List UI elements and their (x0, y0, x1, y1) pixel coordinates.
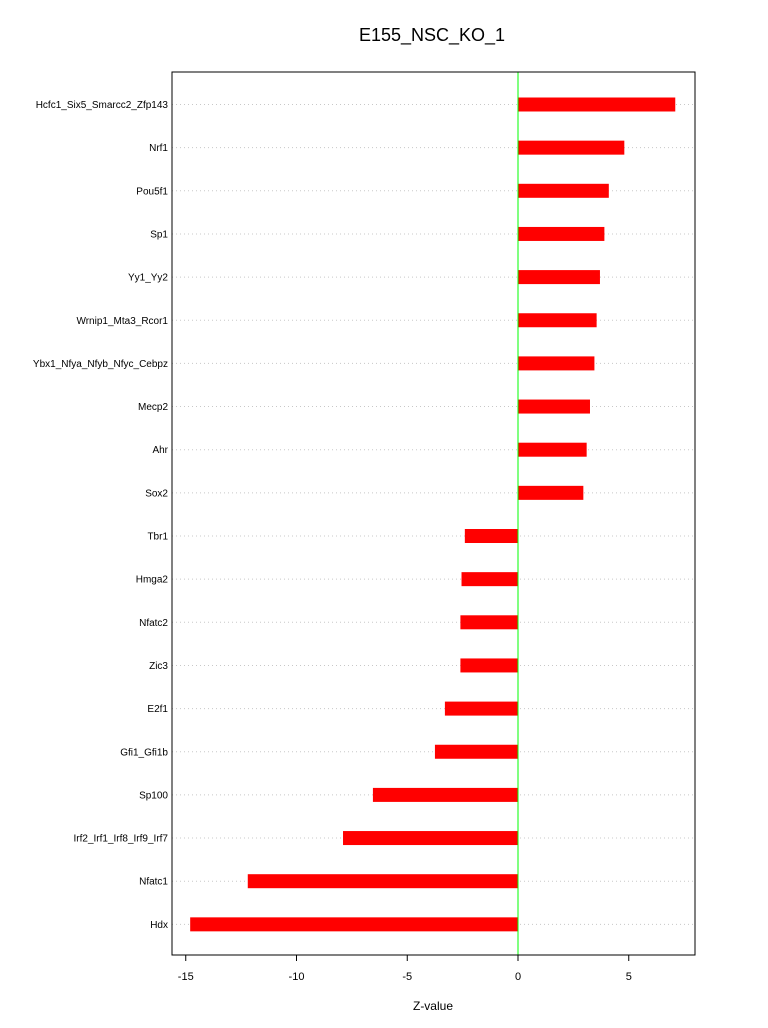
chart-title: E155_NSC_KO_1 (358, 25, 506, 45)
x-tick-label: 5 (625, 971, 632, 983)
bar (462, 572, 518, 586)
bar (343, 831, 518, 845)
category-label: Pou5f1 (136, 186, 168, 198)
bar (445, 702, 518, 716)
bar (518, 486, 583, 500)
category-label: Sp1 (150, 229, 168, 241)
category-label: Wrnip1_Mta3_Rcor1 (76, 315, 168, 327)
x-axis (178, 955, 632, 983)
category-label: Ybx1_Nfya_Nfyb_Nfyc_Cebpz (32, 358, 168, 370)
category-label: Gfi1_Gfi1b (120, 747, 168, 759)
category-label: E2f1 (147, 704, 168, 716)
bar (518, 270, 600, 284)
plot-frame (172, 72, 695, 955)
category-label: Ahr (152, 445, 168, 457)
bar (373, 788, 518, 802)
category-label: Nfatc1 (139, 876, 168, 888)
category-label: Sp100 (139, 790, 168, 802)
x-tick-label: -15 (177, 971, 194, 983)
x-tick-label: 0 (514, 971, 522, 983)
category-label: Irf2_Irf1_Irf8_Irf9_Irf7 (73, 833, 168, 845)
bar (518, 227, 604, 241)
category-label: Zic3 (149, 660, 168, 672)
bar (248, 874, 518, 888)
bar (460, 615, 518, 629)
category-label: Tbr1 (147, 531, 168, 543)
bar (518, 98, 675, 112)
bar (518, 313, 597, 327)
category-label: Hdx (150, 919, 168, 931)
x-axis-label: Z-value (412, 999, 454, 1013)
category-label: Yy1_Yy2 (127, 272, 168, 284)
bar (190, 917, 518, 931)
bar (518, 184, 609, 198)
x-tick-label: -5 (402, 971, 413, 983)
category-label: Nrf1 (149, 143, 168, 155)
category-label: Sox2 (145, 488, 168, 500)
bar (435, 745, 518, 759)
category-labels (33, 100, 169, 931)
category-label: Hmga2 (135, 574, 168, 586)
bar (465, 529, 518, 543)
bar (518, 400, 590, 414)
category-label: Hcfc1_Six5_Smarcc2_Zfp143 (35, 100, 168, 111)
category-label: Mecp2 (137, 402, 168, 414)
bar (518, 443, 587, 457)
category-label: Nfatc2 (139, 617, 168, 629)
bar (518, 356, 594, 370)
bar (518, 141, 624, 155)
bars (190, 98, 675, 932)
bar (460, 658, 518, 672)
x-tick-label: -10 (288, 971, 305, 983)
